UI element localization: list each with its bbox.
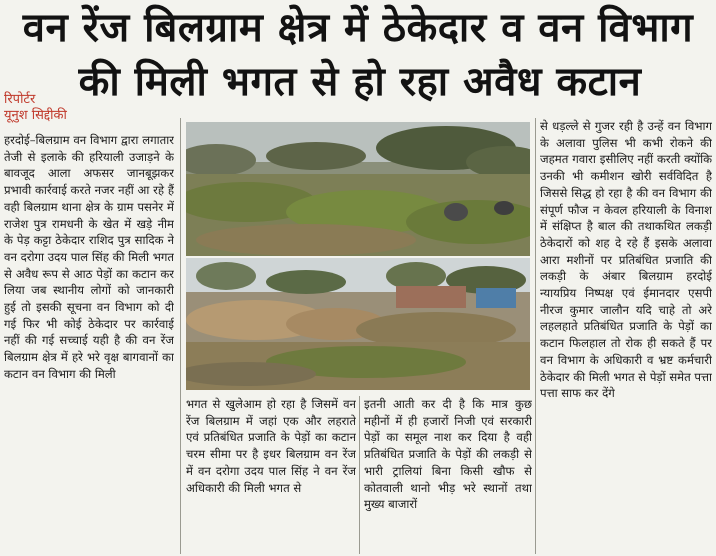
headline-line-1: वन रेंज बिलग्राम क्षेत्र में ठेकेदार व वन विभाग [22, 5, 694, 51]
byline-name: यूनुश सिद्दीकी [4, 108, 67, 123]
article-column-2: भगत से खुलेआम हो रहा है जिसमें वन रेंज बिलग्राम में जहां एक और लहराते एवं प्रतिबंधित प्रजाति के पेड़ों का कटान चरम सीमा पर है इधर बिलग्राम वन रेंज में वन दरोगा उदय पाल सिंह ने वन रेंज अधिकारी की मिली भगत से [186, 397, 356, 495]
byline [4, 92, 154, 124]
column-divider [180, 118, 181, 554]
photo-cleared-field-image [186, 122, 530, 256]
photo-cut-timber [186, 258, 530, 390]
article-column-4: से धड़ल्ले से गुजर रही है उन्हें वन विभाग के अलावा पुलिस भी कभी रोकने की जहमत गवारा इसीलिए नहीं करती क्योंकि उनकी भी कमीशन खोरी सर्वविदित है जिससे सिद्ध हो रहा है की वन विभाग की संपूर्ण फौज न केवल हरियाली के विनाश में संक्षिप्त है बाल की तथाकथित लकड़ी ठेकेदारों को शह दे रहे हैं इसके अलावा आरा मशीनों पर प्रतिबंधित प्रजाति की लकड़ी के अंबार बिलग्राम हरदोई न्यायप्रिय निष्पक्ष एवं ईमानदार एसपी नीरज कुमार जालौन यदि चाहे तो अरे लहलहाते प्रतिबंधित प्रजाति के पेड़ों का कटान फिलहाल तो रोक ही सकते हैं पर वन विभाग के अधिकारी व भ्रष्ट कर्मचारी ठेकेदार की मिली भगत से पेड़ों समेत पत्ता पत्ता साफ कर देंगे [540, 119, 712, 401]
column-divider [359, 396, 360, 554]
column-divider [535, 118, 536, 554]
photo-cleared-field [186, 122, 530, 256]
photo-cut-timber-image [186, 258, 530, 390]
article-column-3: इतनी आती कर दी है कि मात्र कुछ महीनों में ही हजारों निजी एवं सरकारी पेड़ों का समूल नाश कर दिया है वही प्रतिबंधित प्रजाति के पेड़ों की लकड़ी से भारी ट्रालियां बिना किसी खौफ से कोतवाली थानो भीड़ भरे स्थानों तथा मुख्य बाजारों [364, 397, 532, 512]
headline-line-2: की मिली भगत से हो रहा अवैध कटान [78, 59, 642, 105]
byline-role: रिपोर्टर [4, 92, 36, 107]
article-column-1: हरदोई–बिलग्राम वन विभाग द्वारा लगातार तेजी से इलाके की हरियाली उजाड़ने के बावजूद आला अफसर जानबूझकर प्रभावी कार्रवाई करते नजर नहीं आ रहे हैं वही बिलग्राम थाना क्षेत्र के ग्राम पसनेर में राजेश पुत्र रामधनी के खेत में खड़े नीम के पेड़ कट्टा ठेकेदार राशिद पुत्र सादिक ने वन दरोगा उदय पाल सिंह की मिली भगत से अवैध रूप से आठ पेड़ों का कटान कर लिया जब स्थानीय लोगों को जानकारी हुई तो इसकी सूचना वन विभाग को दी गई फिर भी कोई ठेकेदार पर कार्रवाई नहीं की गई सच्चाई यही है की वन रेंज बिलग्राम क्षेत्र में हरे भरे वृक्ष बागवानों का कटान वन विभाग की मिली [4, 133, 174, 381]
